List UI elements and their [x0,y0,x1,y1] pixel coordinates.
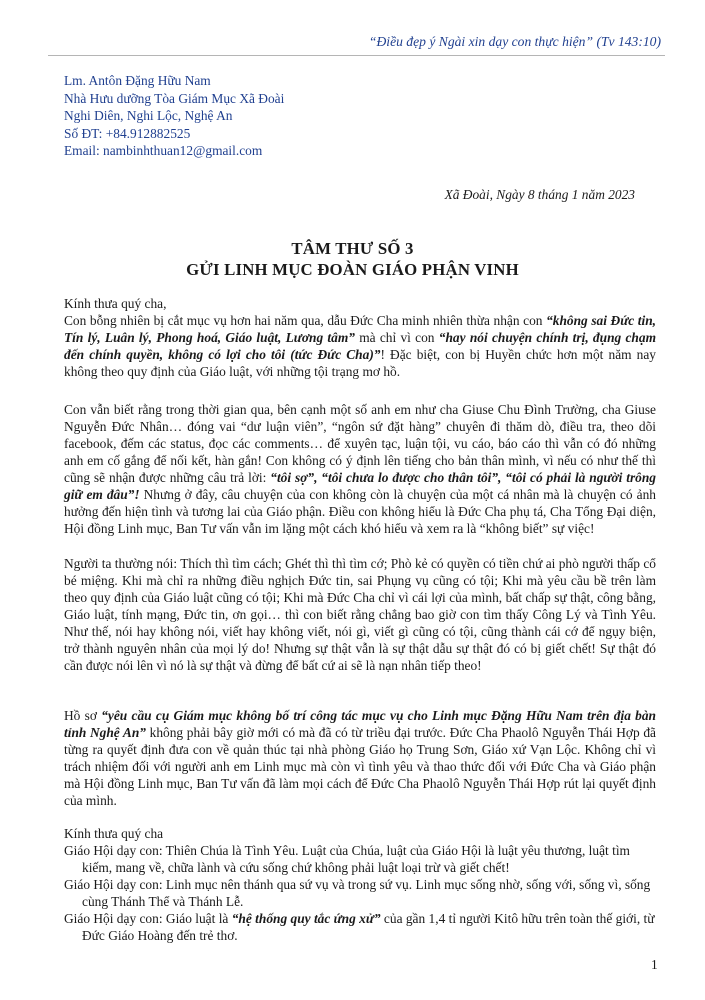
text-run: mà chỉ vì con [354,330,439,345]
text-run: Con vẫn biết rằng trong thời gian qua, bên cạnh một số anh em như cha Giuse Chu Đình Trường, cha Giuse Nguyễn Đức Nhân… đóng vai “dư luận viên”, “ngôn sứ đặt hàng” chuyên đi thăm dò, điều tra, theo dõi facebook, đếm các status, đọc các comments… để xuyên tạc, luận tội, vu cáo, báo cáo thì vẫn có đó những anh em cố gắng để nối kết, hàn gắn! Con không có ý định lên tiếng cho bản thân mình, vì nếu có như thế thì cũng sẽ nhận được những câu trả lời: [64,402,656,485]
teaching-line: Giáo Hội dạy con: Thiên Chúa là Tình Yêu. Luật của Chúa, luật của Giáo Hội là luật yêu thương, luật tìm kiếm, mang về, chữa lành và cứu sống chứ không phải luật loại trừ và giết chết! [64,843,630,875]
paragraph-2 [64,401,656,537]
sender-email[interactable]: Email: nambinhthuan12@gmail.com [64,143,263,158]
text-run: Hồ sơ [64,708,102,723]
paragraph-text [64,401,656,537]
sender-address: Nghi Diên, Nghi Lộc, Nghệ An [64,108,233,123]
text-run: Giáo Hội dạy con: Giáo luật là [64,911,232,926]
emphasis-quote: “yêu cầu cụ Giám mục không bố trí công tác mục vụ cho Linh mục Đặng Hữu Nam trên địa bàn tỉnh Nghệ An” [64,708,657,740]
greeting: Kính thưa quý cha, [64,296,167,311]
emphasis-quote: “hệ thống quy tắc ứng xử” [231,911,381,926]
paragraph-4 [64,707,656,809]
sender-residence: Nhà Hưu dưỡng Tòa Giám Mục Xã Đoài [64,90,285,106]
paragraph-3 [64,555,656,674]
text-run: Con bỗng nhiên bị cắt mục vụ hơn hai năm qua, dẫu Đức Cha minh nhiên thừa nhận con [64,313,547,328]
text-run: ! Đặc biệt, con bị Huyền chức hơn một năm nay không theo quy định của Giáo luật, với những tội trạng mơ hồ. [64,347,656,379]
paragraph-text [64,707,656,809]
paragraph-text [64,312,656,380]
sender-name: Lm. Antôn Đặng Hữu Nam [64,73,211,88]
document-subtitle: GỬI LINH MỤC ĐOÀN GIÁO PHẬN VINH [186,260,519,279]
epigraph: “Điều đẹp ý Ngài xin dạy con thực hiện” (Tv 143:10) [368,34,661,49]
text-run: không phải bây giờ mới có mà đã có từ triều đại trước. Đức Cha Phaolô Nguyễn Thái Hợp đã từng ra quyết định đưa con về quản thúc tại nhà phòng Giáo họ Trung Sơn, Giáo xứ Vạn Lộc. Không chỉ vì trách nhiệm đối với người anh em Linh mục mà còn vì tình yêu và thao thức đối với Đức Cha và Giáo phận mà Hội đồng Linh mục, Ban Tư vấn đã làm mọi cách để Đức Cha Phaolô Nguyễn Thái Hợp rút lại quyết định của mình. [64,725,656,808]
teaching-line: Giáo Hội dạy con: Linh mục nên thánh qua sứ vụ và trong sứ vụ. Linh mục sống nhờ, sống với, sống vì, sống cùng Thánh Thể và Thánh Lễ. [64,877,651,909]
sender-phone: Số ĐT: +84.912882525 [64,125,191,141]
emphasis-quote: “tôi sợ”, “tôi chưa lo được cho thân tôi”, “tôi có phải là người trông giữ em đâu”! [64,470,656,502]
paragraph-5 [64,825,656,944]
text-run: Nhưng ở đây, câu chuyện của con không còn là chuyện của một cá nhân mà là chuyện có ảnh hưởng đến hiện tình và tương lai của Giáo phận. Điều con không hiểu là Đức Cha phụ tá, Cha Tổng Đại diện, Hội đồng Linh mục, Ban Tư vấn vẫn im lặng một cách khó hiểu và xem ra là “không biết” sự việc! [64,487,656,536]
page-number: 1 [651,957,658,972]
text-run: của gần 1,4 tỉ người Kitô hữu trên toàn thế giới, từ Đức Giáo Hoàng đến trẻ thơ. [82,911,655,943]
teaching-line [64,910,656,944]
greeting: Kính thưa quý cha [64,826,164,841]
header-rule [48,55,665,56]
document-title: TÂM THƯ SỐ 3 [291,239,414,258]
paragraph-text: Người ta thường nói: Thích thì tìm cách; Ghét thì thì tìm cớ; Phò kẻ có quyền có tiền chứ ai phò người thấp cổ bé miệng. Khi mà chỉ ra những điều nghịch Đức tin, sai Phụng vụ cũng có tội; Khi mà yêu cầu bề trên làm theo quy định của Giáo luật cũng có tội; Khi mà Đức Cha chỉ vì cái lợi của mình, bất chấp sự thật, công bằng, Giáo luật, tính mạng, Đức tin, ơn gọi… thì con biết rằng chẳng bao giờ con tìm thấy Công Lý và Tình Yêu. Như thế, nói hay không nói, viết hay không viết, nói gì, viết gì cũng có tội, cũng thành cái cớ để ngụy biện, trở thành nguyên nhân của mọi lý do! Nhưng sự thật vẫn là sự thật dẫu sự thật đó có bị giết chết! Sự thật đó cần được nói lên vì nó là sự thật và đừng để bất cứ ai sẽ là nạn nhân tiếp theo! [64,556,656,673]
sender-block [64,72,284,160]
emphasis-quote: “hay nói chuyện chính trị, đụng chạm đến chính quyền, không có lợi cho tôi (tức Đức Cha)” [64,330,656,362]
emphasis-quote: “không sai Đức tin, Tín lý, Luân lý, Phong hoá, Giáo luật, Lương tâm” [64,313,656,345]
dateline: Xã Đoài, Ngày 8 tháng 1 năm 2023 [444,187,635,202]
paragraph-1 [64,295,656,380]
